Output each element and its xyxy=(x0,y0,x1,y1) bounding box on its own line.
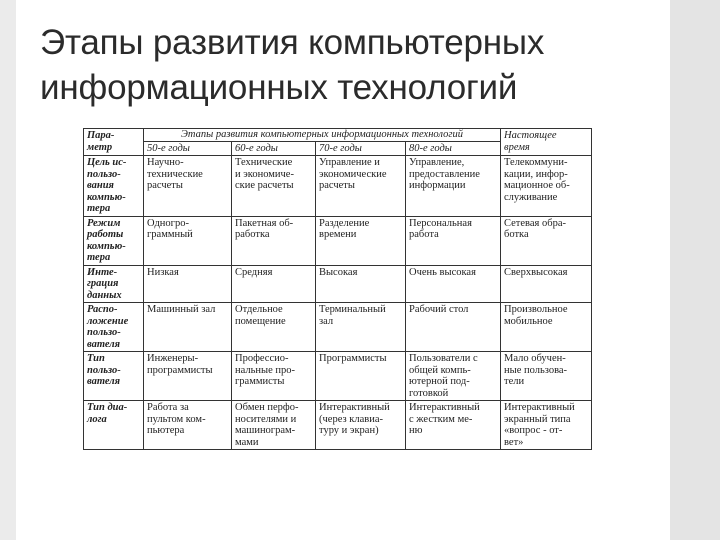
table-cell: Телекоммуни- кации, инфор- мационное об- служивание xyxy=(501,156,592,217)
table-cell: Высокая xyxy=(316,265,406,303)
table-cell: Пользователи с общей компь- ютерной под- готовкой xyxy=(406,352,501,401)
table-cell: Одногро- граммный xyxy=(144,216,232,265)
table-header-row-stages xyxy=(84,129,592,142)
param-header: Пара- метр xyxy=(84,129,144,156)
table-cell: Профессио- нальные про- граммисты xyxy=(232,352,316,401)
table-cell: Пакетная об- работка xyxy=(232,216,316,265)
title-line-1: Этапы развития компьютерных xyxy=(40,23,545,62)
table-cell: Отдельное помещение xyxy=(232,303,316,352)
table-cell: Рабочий стол xyxy=(406,303,501,352)
table-cell: Персональная работа xyxy=(406,216,501,265)
table-cell: Средняя xyxy=(232,265,316,303)
row-param: Тип диа- лога xyxy=(84,401,144,450)
table-row xyxy=(84,401,592,450)
slide-edge-band xyxy=(670,0,720,540)
table-cell: Управление и экономические расчеты xyxy=(316,156,406,217)
table-row xyxy=(84,265,592,303)
row-param: Распо- ложение пользо- вателя xyxy=(84,303,144,352)
table-cell: Сетевая обра- ботка xyxy=(501,216,592,265)
period-header-80s: 80-е годы xyxy=(406,141,501,156)
table-cell: Машинный зал xyxy=(144,303,232,352)
table-cell: Очень высокая xyxy=(406,265,501,303)
table-cell: Интерактивный (через клавиа- туру и экран) xyxy=(316,401,406,450)
row-param: Режим работы компью- тера xyxy=(84,216,144,265)
stages-table xyxy=(83,128,592,450)
table-row xyxy=(84,352,592,401)
table-cell: Обмен перфо- носителями и машинограм- мами xyxy=(232,401,316,450)
table-cell: Интерактивный с жестким ме- ню xyxy=(406,401,501,450)
period-header-60s: 60-е годы xyxy=(232,141,316,156)
table-cell: Сверхвысокая xyxy=(501,265,592,303)
table-cell: Произвольное мобильное xyxy=(501,303,592,352)
table-cell: Инженеры- программисты xyxy=(144,352,232,401)
table-cell: Разделение времени xyxy=(316,216,406,265)
period-header-present: Настоящее время xyxy=(501,129,592,156)
table-row xyxy=(84,303,592,352)
table-cell: Научно- технические расчеты xyxy=(144,156,232,217)
table-cell: Программисты xyxy=(316,352,406,401)
stages-table-wrapper xyxy=(83,128,591,450)
table-cell: Технические и экономиче- ские расчеты xyxy=(232,156,316,217)
period-header-50s: 50-е годы xyxy=(144,141,232,156)
table-row xyxy=(84,216,592,265)
table-cell: Интерактивный экранный типа «вопрос - от- вет» xyxy=(501,401,592,450)
row-param: Инте- грация данных xyxy=(84,265,144,303)
slide-title xyxy=(40,20,640,110)
table-cell: Работа за пультом ком- пьютера xyxy=(144,401,232,450)
title-line-2: информационных технологий xyxy=(40,68,518,107)
table-cell: Терминальный зал xyxy=(316,303,406,352)
period-header-70s: 70-е годы xyxy=(316,141,406,156)
table-row xyxy=(84,156,592,217)
table-cell: Мало обучен- ные пользова- тели xyxy=(501,352,592,401)
table-cell: Низкая xyxy=(144,265,232,303)
table-cell: Управление, предоставление информации xyxy=(406,156,501,217)
row-param: Цель ис- пользо- вания компью- тера xyxy=(84,156,144,217)
stages-header: Этапы развития компьютерных информационных технологий xyxy=(144,129,501,142)
row-param: Тип пользо- вателя xyxy=(84,352,144,401)
